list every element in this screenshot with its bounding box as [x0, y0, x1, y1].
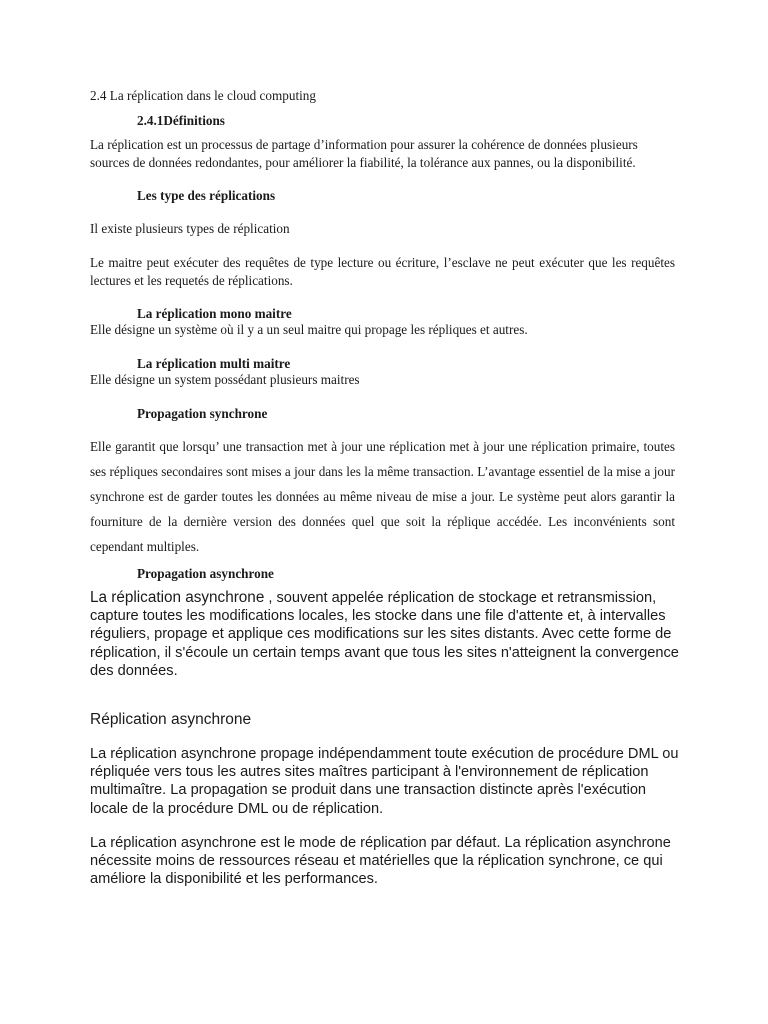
definition-paragraph: La réplication est un processus de partage d’information pour assurer la cohérence de données plusieurs sources de données redondantes, pour améliorer la fiabilité, la tolérance aux pannes, ou la disponibilité. [90, 137, 638, 170]
multi-master-text: Elle désigne un system possédant plusieurs maitres [90, 372, 360, 387]
types-intro: Il existe plusieurs types de réplication [90, 221, 290, 236]
subsection-title: 2.4.1Définitions [137, 113, 225, 128]
multi-master-heading: La réplication multi maitre [137, 356, 291, 371]
master-slave-paragraph: Le maitre peut exécuter des requêtes de type lecture ou écriture, l’esclave ne peut exécuter que les requêtes lectures et les requetés de réplications. [90, 255, 675, 288]
types-heading: Les type des réplications [137, 188, 276, 203]
async-lead-term: La réplication asynchrone [90, 589, 265, 606]
sync-heading: Propagation synchrone [137, 406, 268, 421]
async-section-heading: Réplication asynchrone [90, 711, 252, 728]
async-lead-paragraph [90, 589, 680, 680]
async-section-paragraph-2: La réplication asynchrone est le mode de réplication par défaut. La réplication asynchrone nécessite moins de ressources réseau et matérielles que la réplication synchrone, ce qui améliore la disponibilité et les performances. [90, 835, 671, 888]
section-title: 2.4 La réplication dans le cloud computing [90, 88, 316, 103]
async-lead-rest: , souvent appelée réplication de stockage et retransmission, capture toutes les modifications locales, les stocke dans une file d'attente et, à intervalles réguliers, propage et applique ces modifications sur les sites distants. Avec cette forme de réplication, il s'écoule un certain temps avant que tous les sites n'atteignent la convergence des données. [90, 590, 679, 679]
async-section-paragraph-1: La réplication asynchrone propage indépendamment toute exécution de procédure DML ou répliquée vers tous les autres sites maîtres participant à l'environnement de réplication multimaître. La propagation se produit dans une transaction distincte après l'exécution locale de la procédure DML ou de réplication. [90, 746, 679, 817]
async-heading: Propagation asynchrone [137, 566, 274, 581]
mono-master-heading: La réplication mono maitre [137, 306, 292, 321]
mono-master-text: Elle désigne un système où il y a un seul maitre qui propage les répliques et autres. [90, 322, 528, 337]
sync-paragraph: Elle garantit que lorsqu’ une transaction met à jour une réplication met à jour une réplication primaire, toutes ses répliques secondaires sont mises a jour dans les la même transaction. L’avantage essentiel de la mise a jour synchrone est de garder toutes les données au même niveau de mise a jour. Le système peut alors garantir la fourniture de la dernière version des données quel que soit la réplique accédée. Les inconvénients sont cependant multiples. [90, 439, 675, 554]
